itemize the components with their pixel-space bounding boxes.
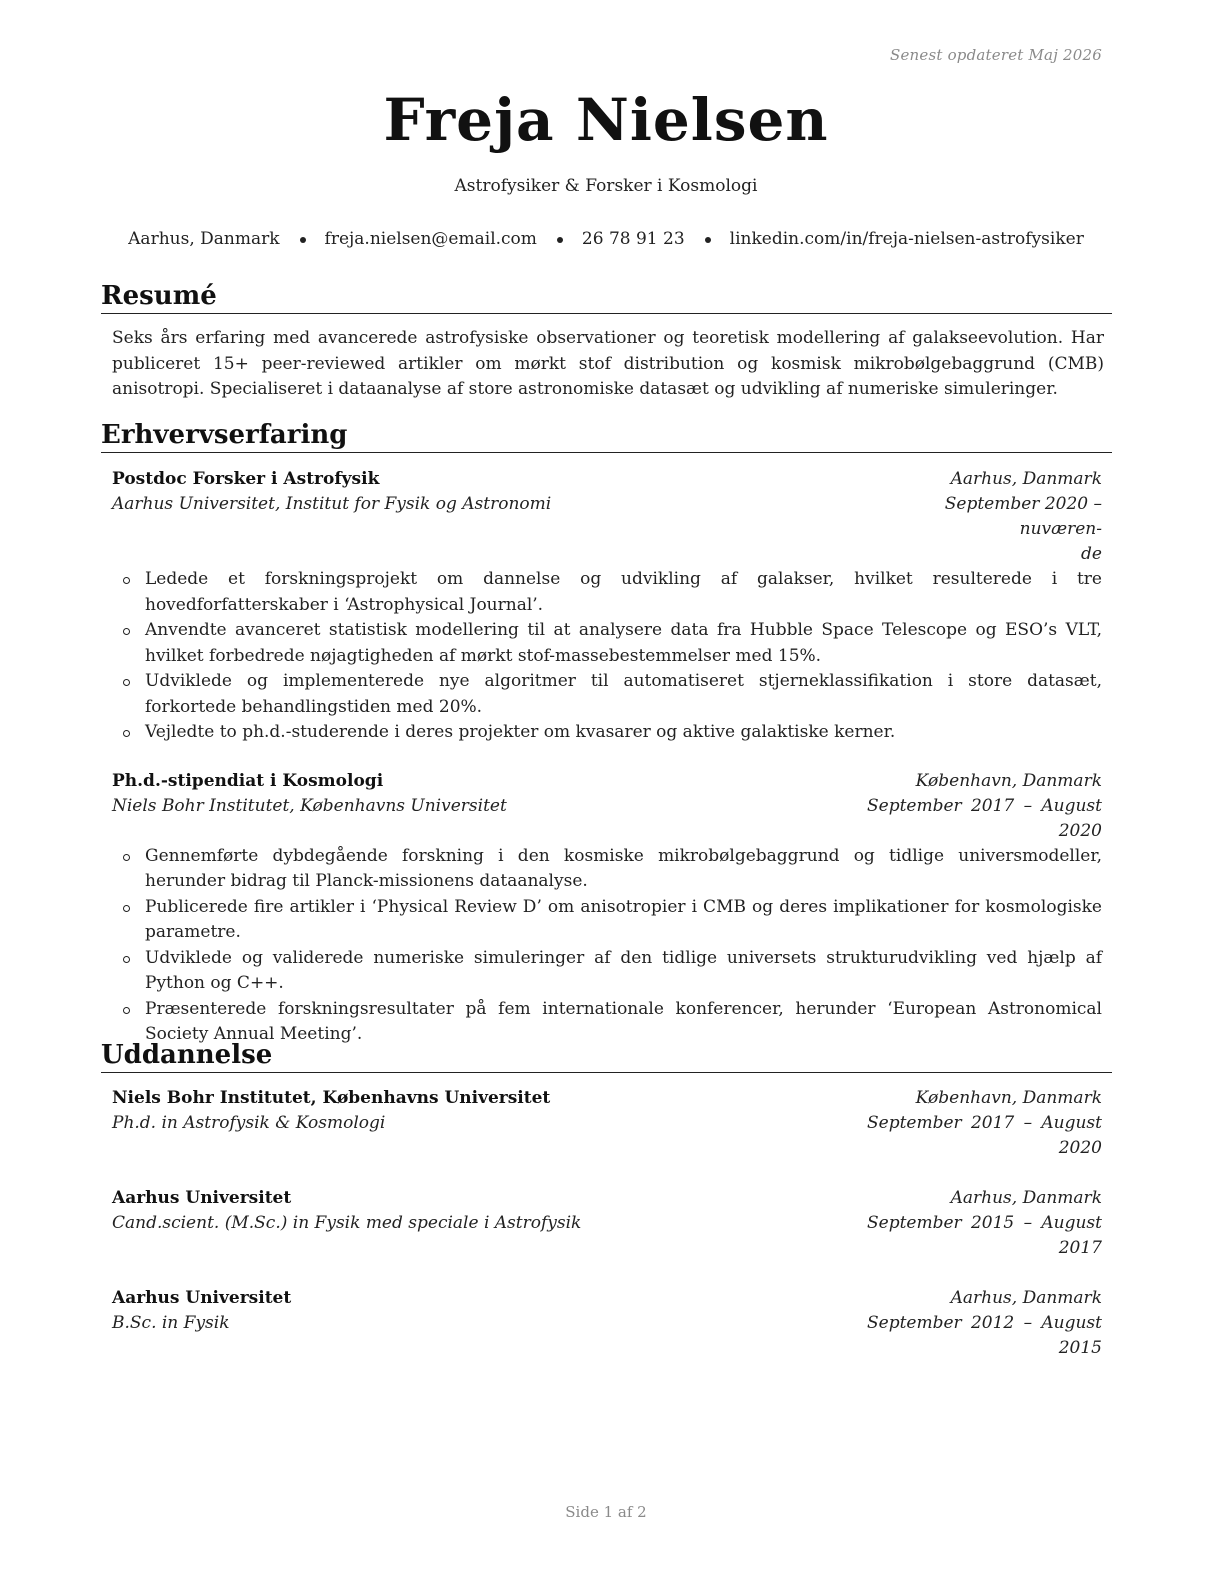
list-item: Gennemførte dybdegående forskning i den kosmiske mikrobølgebaggrund og tidlige universmodeller, herunder bidrag til Planck-missionens dataanalyse. xyxy=(112,844,1102,895)
contact-location: Aarhus, Danmark xyxy=(128,229,280,249)
school-location: Aarhus, Danmark xyxy=(950,1188,1102,1208)
summary-section xyxy=(101,280,1112,403)
list-item: Anvendte avanceret statistisk modellering til at analysere data fra Hubble Space Telescope og ESO’s VLT, hvilket forbedrede nøjagtigheden af mørkt stof-massebestemmelser med 15%. xyxy=(112,618,1102,669)
school-location: Aarhus, Danmark xyxy=(950,1288,1102,1308)
education-dates: September 2012 – August 2015 xyxy=(867,1313,1102,1358)
job-dates-line2: 2020 xyxy=(1058,820,1102,841)
job-dates-line2: de xyxy=(1081,544,1102,564)
section-heading-experience: Erhvervserfaring xyxy=(101,419,1112,453)
job-dates-line1: September 2017 – August xyxy=(867,795,1102,816)
education-entry xyxy=(112,1286,1102,1361)
experience-section xyxy=(101,419,1112,1048)
job-dates xyxy=(867,794,1102,844)
candidate-name: Freja Nielsen xyxy=(383,86,829,154)
contact-email[interactable]: freja.nielsen@email.com xyxy=(324,229,537,249)
page-number: Side 1 af 2 xyxy=(565,1503,647,1521)
job-bullets xyxy=(112,567,1102,746)
job-organization: Aarhus Universitet, Institut for Fysik og Astronomi xyxy=(112,494,552,514)
school-name: Niels Bohr Institutet, Københavns Universitet xyxy=(112,1088,551,1108)
circle-bullet-icon xyxy=(123,577,130,584)
list-item: Publicerede fire artikler i ‘Physical Review D’ om anisotropier i CMB og deres implikationer for kosmologiske parametre. xyxy=(112,895,1102,946)
job-location: Aarhus, Danmark xyxy=(950,469,1102,489)
circle-bullet-icon xyxy=(123,1007,130,1014)
bullet-separator-icon xyxy=(300,237,306,243)
experience-entry xyxy=(112,769,1102,1048)
list-item: Præsenterede forskningsresultater på fem internationale konferencer, herunder ‘European Astronomical Society Annual Meeting’. xyxy=(112,997,1102,1048)
bullet-separator-icon xyxy=(705,237,711,243)
job-dates xyxy=(867,492,1102,567)
job-location: København, Danmark xyxy=(915,770,1102,791)
school-name: Aarhus Universitet xyxy=(112,1288,292,1308)
degree-name: B.Sc. in Fysik xyxy=(112,1313,230,1333)
bullet-separator-icon xyxy=(557,237,563,243)
circle-bullet-icon xyxy=(123,854,130,861)
job-organization: Niels Bohr Institutet, Københavns Universitet xyxy=(112,795,507,816)
circle-bullet-icon xyxy=(123,628,130,635)
education-dates: September 2017 – August 2020 xyxy=(867,1113,1102,1158)
circle-bullet-icon xyxy=(123,679,130,686)
job-title: Postdoc Forsker i Astrofysik xyxy=(112,469,380,489)
education-dates: September 2015 – August 2017 xyxy=(867,1213,1102,1258)
last-updated-note: Senest opdateret Maj 2026 xyxy=(889,46,1102,64)
section-heading-summary: Resumé xyxy=(101,280,1112,314)
contact-line xyxy=(0,229,1212,249)
education-section xyxy=(101,1039,1112,1361)
circle-bullet-icon xyxy=(123,730,130,737)
circle-bullet-icon xyxy=(123,905,130,912)
job-dates-line1: September 2020 – nuværen- xyxy=(944,494,1102,539)
list-item: Vejledte to ph.d.-studerende i deres projekter om kvasarer og aktive galaktiske kerner. xyxy=(112,720,1102,746)
job-bullets xyxy=(112,844,1102,1048)
education-entry xyxy=(112,1186,1102,1261)
contact-phone: 26 78 91 23 xyxy=(581,229,685,249)
section-heading-education: Uddannelse xyxy=(101,1039,1112,1073)
circle-bullet-icon xyxy=(123,956,130,963)
list-item: Udviklede og validerede numeriske simuleringer af den tidlige universets strukturudvikling ved hjælp af Python og C++. xyxy=(112,946,1102,997)
contact-linkedin[interactable]: linkedin.com/in/freja-nielsen-astrofysiker xyxy=(729,229,1084,249)
list-item: Udviklede og implementerede nye algoritmer til automatiseret stjerneklassifikation i store datasæt, forkortede behandlingstiden med 20%. xyxy=(112,669,1102,720)
school-name: Aarhus Universitet xyxy=(112,1188,292,1208)
job-title: Ph.d.-stipendiat i Kosmologi xyxy=(112,770,384,791)
degree-name: Cand.scient. (M.Sc.) in Fysik med speciale i Astrofysik xyxy=(112,1213,582,1233)
candidate-title: Astrofysiker & Forsker i Kosmologi xyxy=(454,176,758,196)
list-item: Ledede et forskningsprojekt om dannelse og udvikling af galakser, hvilket resulterede i tre hovedforfatterskaber i ‘Astrophysical Journal’. xyxy=(112,567,1102,618)
degree-name: Ph.d. in Astrofysik & Kosmologi xyxy=(112,1113,386,1133)
experience-entry xyxy=(112,467,1102,746)
education-entry xyxy=(112,1086,1102,1161)
school-location: København, Danmark xyxy=(915,1088,1102,1108)
summary-text: Seks års erfaring med avancerede astrofysiske observationer og teoretisk modellering af galakseevolution. Har publiceret 15+ peer-reviewed artikler om mørkt stof distribution og kosmisk mikrobølgebaggrund (CMB) anisotropi. Specialiseret i dataanalyse af store astronomiske datasæt og udvikling af numeriske simuleringer. xyxy=(112,328,1104,399)
